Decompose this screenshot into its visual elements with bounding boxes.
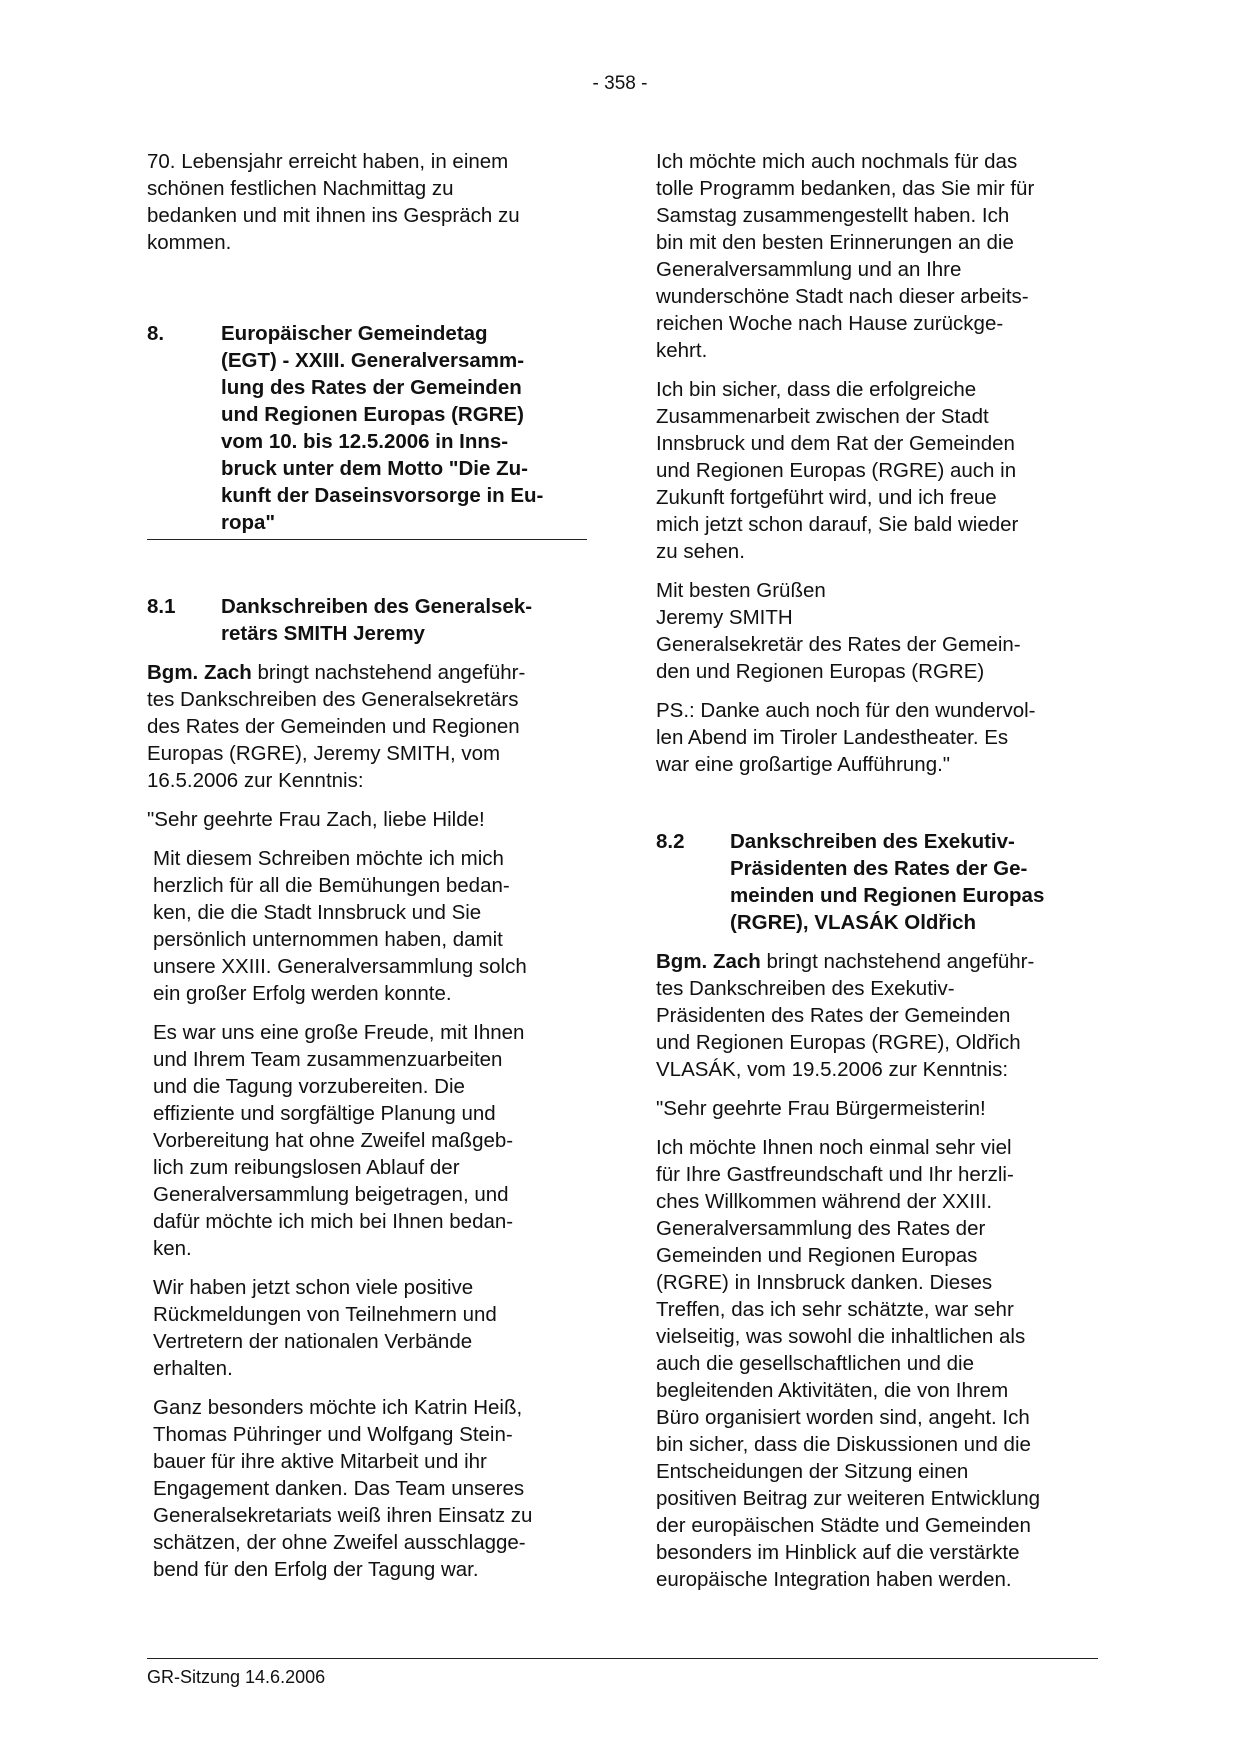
letter-salutation bbox=[147, 806, 587, 833]
text-line: des Rates der Gemeinden und Regionen bbox=[147, 715, 520, 738]
text-line: Entscheidungen der Sitzung einen bbox=[656, 1460, 969, 1483]
text-line: (RGRE) in Innsbruck danken. Dieses bbox=[656, 1271, 993, 1294]
text-fragment: bringt nachstehend angeführ- bbox=[251, 661, 526, 684]
title-line: ropa" bbox=[221, 511, 276, 534]
text-line: Zukunft fortgeführt wird, und ich freue bbox=[656, 486, 997, 509]
intro-8-1-paragraph bbox=[147, 659, 587, 794]
text-line bbox=[656, 948, 1096, 975]
speaker-name: Bgm. Zach bbox=[147, 661, 252, 684]
text-line: bauer für ihre aktive Mitarbeit und ihr bbox=[153, 1450, 487, 1473]
title-line: und Regionen Europas (RGRE) bbox=[221, 403, 524, 426]
letter-paragraph bbox=[147, 845, 587, 1007]
text-line: 70. Lebensjahr erreicht haben, in einem bbox=[147, 150, 509, 173]
text-line: der europäischen Städte und Gemeinden bbox=[656, 1514, 1031, 1537]
text-line: und Ihrem Team zusammenzuarbeiten bbox=[153, 1048, 503, 1071]
text-line: tes Dankschreiben des Exekutiv- bbox=[656, 977, 955, 1000]
text-line: besonders im Hinblick auf die verstärkte bbox=[656, 1541, 1020, 1564]
section-title bbox=[221, 593, 587, 647]
text-line: vielseitig, was sowohl die inhaltlichen als bbox=[656, 1325, 1026, 1348]
section-divider bbox=[147, 539, 587, 540]
text-line: Generalversammlung des Rates der bbox=[656, 1217, 986, 1240]
text-line: effiziente und sorgfältige Planung und bbox=[153, 1102, 496, 1125]
text-line: für Ihre Gastfreundschaft und Ihr herzli- bbox=[656, 1163, 1014, 1186]
section-number: 8. bbox=[147, 322, 165, 345]
text-line: bin sicher, dass die Diskussionen und die bbox=[656, 1433, 1031, 1456]
intro-paragraph bbox=[147, 148, 587, 256]
text-line: bend für den Erfolg der Tagung war. bbox=[153, 1558, 479, 1581]
text-line: positiven Beitrag zur weiteren Entwicklung bbox=[656, 1487, 1040, 1510]
text-line: Ich bin sicher, dass die erfolgreiche bbox=[656, 378, 977, 401]
text-line: Samstag zusammengestellt haben. Ich bbox=[656, 204, 1010, 227]
page-footer: GR-Sitzung 14.6.2006 bbox=[147, 1667, 326, 1687]
text-line: und Regionen Europas (RGRE), Oldřich bbox=[656, 1031, 1021, 1054]
text-line: Gemeinden und Regionen Europas bbox=[656, 1244, 978, 1267]
text-line: dafür möchte ich mich bei Ihnen bedan- bbox=[153, 1210, 514, 1233]
text-line: Es war uns eine große Freude, mit Ihnen bbox=[153, 1021, 525, 1044]
text-line: auch die gesellschaftlichen und die bbox=[656, 1352, 974, 1375]
letter-salutation bbox=[656, 1095, 1096, 1122]
text-line: ken, die die Stadt Innsbruck und Sie bbox=[153, 901, 482, 924]
text-line: ein großer Erfolg werden konnte. bbox=[153, 982, 452, 1005]
left-column bbox=[147, 148, 587, 1583]
text-line: "Sehr geehrte Frau Bürgermeisterin! bbox=[656, 1097, 986, 1120]
section-number: 8.2 bbox=[656, 830, 685, 853]
text-line: kehrt. bbox=[656, 339, 708, 362]
text-line: Europas (RGRE), Jeremy SMITH, vom bbox=[147, 742, 501, 765]
text-line: Vorbereitung hat ohne Zweifel maßgeb- bbox=[153, 1129, 514, 1152]
text-line: Generalsekretariats weiß ihren Einsatz zu bbox=[153, 1504, 533, 1527]
right-column bbox=[656, 148, 1096, 1593]
text-line: lich zum reibungslosen Ablauf der bbox=[153, 1156, 460, 1179]
text-line: Generalsekretär des Rates der Gemein- bbox=[656, 633, 1021, 656]
text-line bbox=[147, 659, 587, 686]
page-number: - 358 - bbox=[592, 73, 648, 94]
text-line: tolle Programm bedanken, das Sie mir für bbox=[656, 177, 1035, 200]
text-line: unsere XXIII. Generalversammlung solch bbox=[153, 955, 527, 978]
text-line: tes Dankschreiben des Generalsekretärs bbox=[147, 688, 519, 711]
title-line: bruck unter dem Motto "Die Zu- bbox=[221, 457, 528, 480]
text-line: VLASÁK, vom 19.5.2006 zur Kenntnis: bbox=[656, 1058, 1009, 1081]
section-title bbox=[221, 320, 587, 536]
text-line: Jeremy SMITH bbox=[656, 606, 793, 629]
text-line: Thomas Pühringer und Wolfgang Stein- bbox=[153, 1423, 513, 1446]
text-line: den und Regionen Europas (RGRE) bbox=[656, 660, 985, 683]
text-line: begleitenden Aktivitäten, die von Ihrem bbox=[656, 1379, 1009, 1402]
text-line: herzlich für all die Bemühungen bedan- bbox=[153, 874, 510, 897]
text-line: Generalversammlung und an Ihre bbox=[656, 258, 962, 281]
title-line: kunft der Daseinsvorsorge in Eu- bbox=[221, 484, 544, 507]
text-line: Vertretern der nationalen Verbände bbox=[153, 1330, 473, 1353]
letter-paragraph bbox=[147, 1019, 587, 1262]
text-line: Mit diesem Schreiben möchte ich mich bbox=[153, 847, 504, 870]
section-8-heading bbox=[147, 320, 587, 536]
title-line: meinden und Regionen Europas bbox=[730, 884, 1045, 907]
text-line: Engagement danken. Das Team unseres bbox=[153, 1477, 525, 1500]
section-8-2-heading bbox=[656, 828, 1096, 936]
text-line: Wir haben jetzt schon viele positive bbox=[153, 1276, 474, 1299]
letter-paragraph bbox=[656, 1134, 1096, 1593]
section-number: 8.1 bbox=[147, 595, 176, 618]
text-line: schönen festlichen Nachmittag zu bbox=[147, 177, 454, 200]
speaker-name: Bgm. Zach bbox=[656, 950, 761, 973]
text-line: Ich möchte mich auch nochmals für das bbox=[656, 150, 1018, 173]
title-line: (EGT) - XXIII. Generalversamm- bbox=[221, 349, 525, 372]
letter-paragraph bbox=[656, 376, 1096, 565]
title-line: Dankschreiben des Exekutiv- bbox=[730, 830, 1015, 853]
text-line: Ich möchte Ihnen noch einmal sehr viel bbox=[656, 1136, 1012, 1159]
text-line: und die Tagung vorzubereiten. Die bbox=[153, 1075, 465, 1098]
text-line: PS.: Danke auch noch für den wundervol- bbox=[656, 699, 1036, 722]
text-line: Generalversammlung beigetragen, und bbox=[153, 1183, 509, 1206]
text-line: Mit besten Grüßen bbox=[656, 579, 826, 602]
title-line: Dankschreiben des Generalsek- bbox=[221, 595, 533, 618]
text-line: ken. bbox=[153, 1237, 192, 1260]
section-8-1-heading bbox=[147, 593, 587, 647]
letter-signature bbox=[656, 577, 1096, 685]
text-line: zu sehen. bbox=[656, 540, 745, 563]
text-line: Treffen, das ich sehr schätzte, war sehr bbox=[656, 1298, 1014, 1321]
text-line: und Regionen Europas (RGRE) auch in bbox=[656, 459, 1017, 482]
letter-paragraph bbox=[147, 1394, 587, 1583]
text-line: Präsidenten des Rates der Gemeinden bbox=[656, 1004, 1011, 1027]
text-line: war eine großartige Aufführung." bbox=[656, 753, 951, 776]
text-line: persönlich unternommen haben, damit bbox=[153, 928, 503, 951]
text-line: reichen Woche nach Hause zurückge- bbox=[656, 312, 1004, 335]
letter-paragraph bbox=[147, 1274, 587, 1382]
text-line: Büro organisiert worden sind, angeht. Ich bbox=[656, 1406, 1030, 1429]
title-line: vom 10. bis 12.5.2006 in Inns- bbox=[221, 430, 509, 453]
footer-divider bbox=[147, 1658, 1098, 1659]
text-line: schätzen, der ohne Zweifel ausschlagge- bbox=[153, 1531, 526, 1554]
text-line: Rückmeldungen von Teilnehmern und bbox=[153, 1303, 497, 1326]
title-line: retärs SMITH Jeremy bbox=[221, 622, 425, 645]
text-line: Innsbruck und dem Rat der Gemeinden bbox=[656, 432, 1015, 455]
text-fragment: bringt nachstehend angeführ- bbox=[760, 950, 1035, 973]
title-line: lung des Rates der Gemeinden bbox=[221, 376, 522, 399]
text-line: bedanken und mit ihnen ins Gespräch zu bbox=[147, 204, 520, 227]
text-line: kommen. bbox=[147, 231, 232, 254]
text-line: bin mit den besten Erinnerungen an die bbox=[656, 231, 1014, 254]
text-line: erhalten. bbox=[153, 1357, 233, 1380]
text-line: 16.5.2006 zur Kenntnis: bbox=[147, 769, 364, 792]
title-line: Präsidenten des Rates der Ge- bbox=[730, 857, 1028, 880]
letter-postscript bbox=[656, 697, 1096, 778]
text-line: ches Willkommen während der XXIII. bbox=[656, 1190, 993, 1213]
text-line: Ganz besonders möchte ich Katrin Heiß, bbox=[153, 1396, 523, 1419]
text-line: europäische Integration haben werden. bbox=[656, 1568, 1012, 1591]
text-line: len Abend im Tiroler Landestheater. Es bbox=[656, 726, 1009, 749]
title-line: (RGRE), VLASÁK Oldřich bbox=[730, 911, 977, 934]
text-line: "Sehr geehrte Frau Zach, liebe Hilde! bbox=[147, 808, 485, 831]
intro-8-2-paragraph bbox=[656, 948, 1096, 1083]
text-line: Zusammenarbeit zwischen der Stadt bbox=[656, 405, 989, 428]
text-line: wunderschöne Stadt nach dieser arbeits- bbox=[656, 285, 1029, 308]
text-line: mich jetzt schon darauf, Sie bald wieder bbox=[656, 513, 1019, 536]
letter-paragraph bbox=[656, 148, 1096, 364]
title-line: Europäischer Gemeindetag bbox=[221, 322, 488, 345]
section-title bbox=[730, 828, 1096, 936]
